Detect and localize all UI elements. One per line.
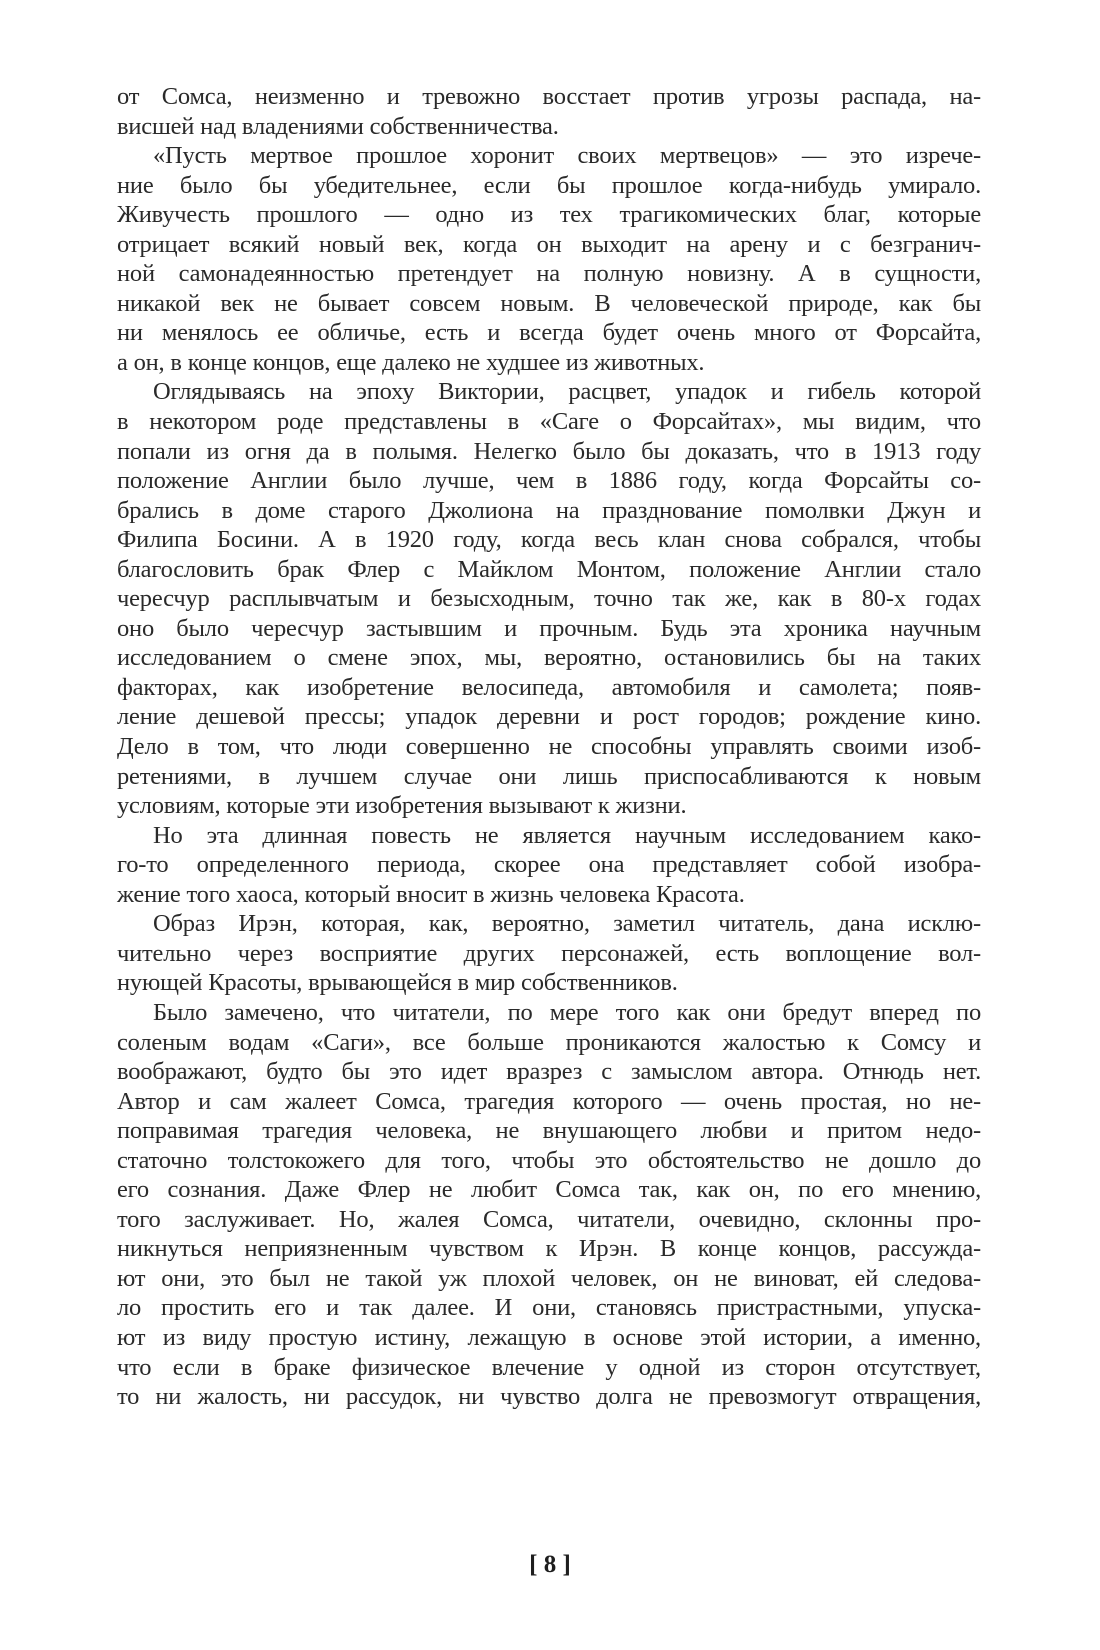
text-line: благословить брак Флер с Майклом Монтом, положение Англии стало xyxy=(117,555,981,583)
text-line: отрицает всякий новый век, когда он выходит на арену и с безгранич- xyxy=(117,230,981,258)
text-line: висшей над владениями собственничества. xyxy=(117,112,559,140)
paragraph xyxy=(117,141,981,377)
text-line: никакой век не бывает совсем новым. В человеческой природе, как бы xyxy=(117,289,981,317)
paragraph xyxy=(117,909,981,998)
text-line: ной самонадеянностью претендует на полную новизну. А в сущности, xyxy=(117,260,981,288)
text-line: попали из огня да в полымя. Нелегко было бы доказать, что в 1913 году xyxy=(117,437,981,465)
text-line: Было замечено, что читатели, по мере того как они бредут вперед по xyxy=(153,998,981,1026)
text-line: статочно толстокожего для того, чтобы это обстоятельство не дошло до xyxy=(117,1146,981,1174)
text-line: нующей Красоты, врывающейся в мир собственников. xyxy=(117,969,678,997)
text-line: го-то определенного периода, скорее она представляет собой изобра- xyxy=(117,851,981,879)
text-line: Но эта длинная повесть не является научным исследованием како- xyxy=(153,821,981,849)
text-line: в некотором роде представлены в «Саге о Форсайтах», мы видим, что xyxy=(117,408,981,436)
paragraph xyxy=(117,821,981,910)
text-line: чересчур расплывчатым и безысходным, точно так же, как в 80-х годах xyxy=(117,585,981,613)
text-line: ретениями, в лучшем случае они лишь приспосабливаются к новым xyxy=(117,762,981,790)
paragraph xyxy=(117,998,981,1412)
text-line: ют из виду простую истину, лежащую в основе этой истории, а именно, xyxy=(117,1323,981,1351)
text-line: от Сомса, неизменно и тревожно восстает против угрозы распада, на- xyxy=(117,83,981,110)
text-line: исследованием о смене эпох, мы, вероятно, остановились бы на таких xyxy=(117,644,981,672)
text-line: его сознания. Даже Флер не любит Сомса так, как он, по его мнению, xyxy=(117,1176,981,1204)
text-line: Оглядываясь на эпоху Виктории, расцвет, упадок и гибель которой xyxy=(153,378,981,406)
text-line: Живучесть прошлого — одно из тех трагикомических благ, которые xyxy=(117,201,981,229)
text-line: то ни жалость, ни рассудок, ни чувство долга не превозмогут отвращения, xyxy=(117,1383,981,1411)
text-line: что если в браке физическое влечение у одной из сторон отсутствует, xyxy=(117,1353,981,1381)
text-line: того заслуживает. Но, жалея Сомса, читатели, очевидно, склонны про- xyxy=(117,1205,981,1233)
text-line: соленым водам «Саги», все больше проникаются жалостью к Сомсу и xyxy=(117,1028,981,1056)
paragraph xyxy=(117,82,981,141)
text-line: Дело в том, что люди совершенно не способны управлять своими изоб- xyxy=(117,733,981,761)
text-line: ло простить его и так далее. И они, становясь пристрастными, упуска- xyxy=(117,1294,981,1322)
text-line: Автор и сам жалеет Сомса, трагедия которого — очень простая, но не- xyxy=(117,1087,981,1115)
text-line: положение Англии было лучше, чем в 1886 году, когда Форсайты со- xyxy=(117,467,981,495)
text-line: ние было бы убедительнее, если бы прошлое когда-нибудь умирало. xyxy=(117,171,981,199)
text-line: чительно через восприятие других персонажей, есть воплощение вол- xyxy=(117,939,981,967)
text-line: факторах, как изобретение велосипеда, автомобиля и самолета; появ- xyxy=(117,673,981,701)
text-line: никнуться неприязненным чувством к Ирэн. В конце концов, рассужда- xyxy=(117,1235,981,1263)
text-line: ют они, это был не такой уж плохой человек, он не виноват, ей следова- xyxy=(117,1264,981,1292)
text-line: условиям, которые эти изобретения вызывают к жизни. xyxy=(117,792,687,820)
text-line: поправимая трагедия человека, не внушающего любви и притом недо- xyxy=(117,1117,981,1145)
text-line: Филипа Босини. А в 1920 году, когда весь клан снова собрался, чтобы xyxy=(117,526,981,554)
text-line: а он, в конце концов, еще далеко не худшее из животных. xyxy=(117,348,705,376)
page-body xyxy=(117,82,981,1412)
page-number: [ 8 ] xyxy=(529,1551,571,1578)
text-line: брались в доме старого Джолиона на празднование помолвки Джун и xyxy=(117,496,981,524)
text-line: ни менялось ее обличье, есть и всегда будет очень много от Форсайта, xyxy=(117,319,981,347)
text-line: воображают, будто бы это идет вразрез с замыслом автора. Отнюдь нет. xyxy=(117,1058,981,1086)
text-line: жение того хаоса, который вносит в жизнь человека Красота. xyxy=(117,880,745,908)
text-line: ление дешевой прессы; упадок деревни и рост городов; рождение кино. xyxy=(117,703,981,731)
paragraph xyxy=(117,377,981,820)
text-line: оно было чересчур застывшим и прочным. Будь эта хроника научным xyxy=(117,614,981,642)
text-line: «Пусть мертвое прошлое хоронит своих мертвецов» — это изрече- xyxy=(153,142,981,170)
text-line: Образ Ирэн, которая, как, вероятно, заметил читатель, дана исклю- xyxy=(153,910,981,938)
